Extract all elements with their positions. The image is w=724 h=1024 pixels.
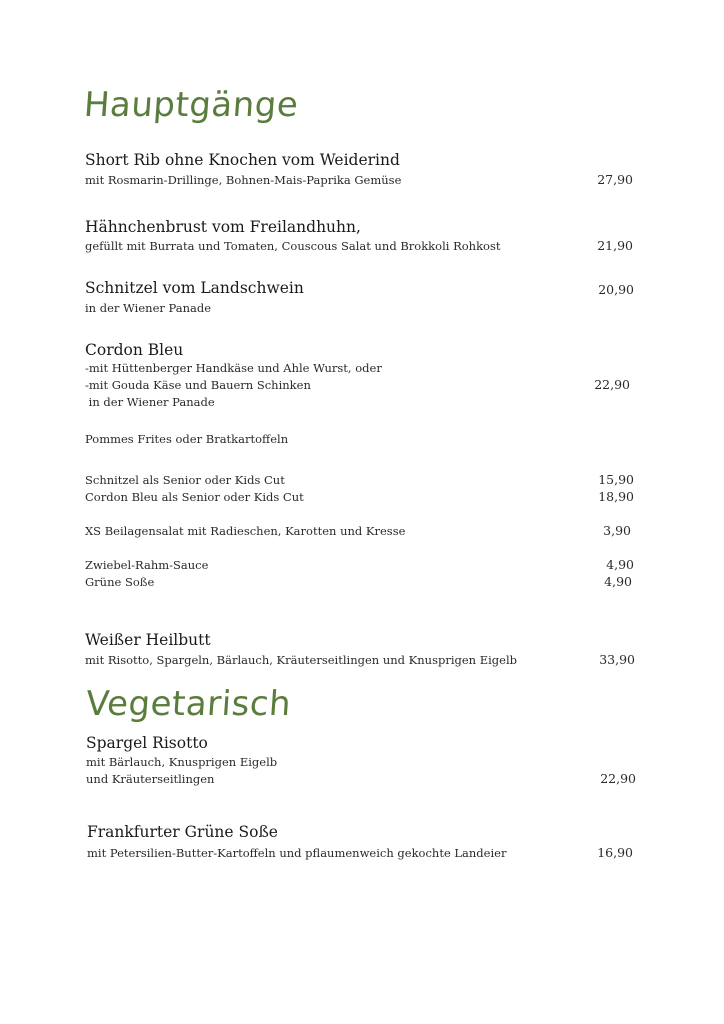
price-zwiebel-sauce: 4,90 <box>606 557 634 572</box>
dish-desc-risotto-2: und Kräuterseitlingen <box>86 772 215 786</box>
price-cordon-bleu: 22,90 <box>594 377 630 392</box>
price-heilbutt: 33,90 <box>599 652 635 667</box>
price-cordon-kids: 18,90 <box>598 489 634 504</box>
dish-name-frankfurter: Frankfurter Grüne Soße <box>87 823 278 841</box>
dish-desc-short-rib: mit Rosmarin-Drillinge, Bohnen-Mais-Paprika Gemüse <box>85 173 402 187</box>
price-xs-salat: 3,90 <box>603 523 631 538</box>
dish-name-spargel-risotto: Spargel Risotto <box>86 734 208 752</box>
dish-desc-frankfurter: mit Petersilien-Butter-Kartoffeln und pflaumenweich gekochte Landeier <box>87 846 507 860</box>
dish-desc-haehnchen: gefüllt mit Burrata und Tomaten, Couscous Salat und Brokkoli Rohkost <box>85 239 501 253</box>
item-schnitzel-kids: Schnitzel als Senior oder Kids Cut <box>85 473 285 487</box>
dish-desc-cordon-2: -mit Gouda Käse und Bauern Schinken <box>85 378 311 392</box>
dish-name-short-rib: Short Rib ohne Knochen vom Weiderind <box>85 151 400 169</box>
price-frankfurter: 16,90 <box>597 845 633 860</box>
item-xs-salat: XS Beilagensalat mit Radieschen, Karotten und Kresse <box>85 524 406 538</box>
dish-name-haehnchen: Hähnchenbrust vom Freilandhuhn, <box>85 218 361 236</box>
price-schnitzel: 20,90 <box>598 282 634 297</box>
beilage-note: Pommes Frites oder Bratkartoffeln <box>85 432 289 446</box>
dish-desc-cordon-1: -mit Hüttenberger Handkäse und Ahle Wurst, oder <box>85 361 382 375</box>
item-zwiebel-sauce: Zwiebel-Rahm-Sauce <box>85 558 209 572</box>
dish-desc-cordon-3: in der Wiener Panade <box>85 395 215 409</box>
dish-desc-risotto-1: mit Bärlauch, Knusprigen Eigelb <box>86 755 278 769</box>
price-spargel-risotto: 22,90 <box>600 771 636 786</box>
price-haehnchen: 21,90 <box>597 238 633 253</box>
price-short-rib: 27,90 <box>597 172 633 187</box>
section-title-hauptgaenge: Hauptgänge <box>82 85 300 125</box>
dish-name-cordon-bleu: Cordon Bleu <box>85 341 184 359</box>
dish-desc-heilbutt: mit Risotto, Spargeln, Bärlauch, Kräuterseitlingen und Knusprigen Eigelb <box>85 653 518 667</box>
item-gruene-sosse: Grüne Soße <box>85 575 155 589</box>
price-schnitzel-kids: 15,90 <box>598 472 634 487</box>
price-gruene-sosse: 4,90 <box>604 574 632 589</box>
dish-name-schnitzel: Schnitzel vom Landschwein <box>85 279 304 297</box>
section-title-vegetarisch: Vegetarisch <box>84 684 293 724</box>
dish-desc-schnitzel: in der Wiener Panade <box>85 301 212 315</box>
item-cordon-kids: Cordon Bleu als Senior oder Kids Cut <box>85 490 304 504</box>
dish-name-heilbutt: Weißer Heilbutt <box>85 631 211 649</box>
